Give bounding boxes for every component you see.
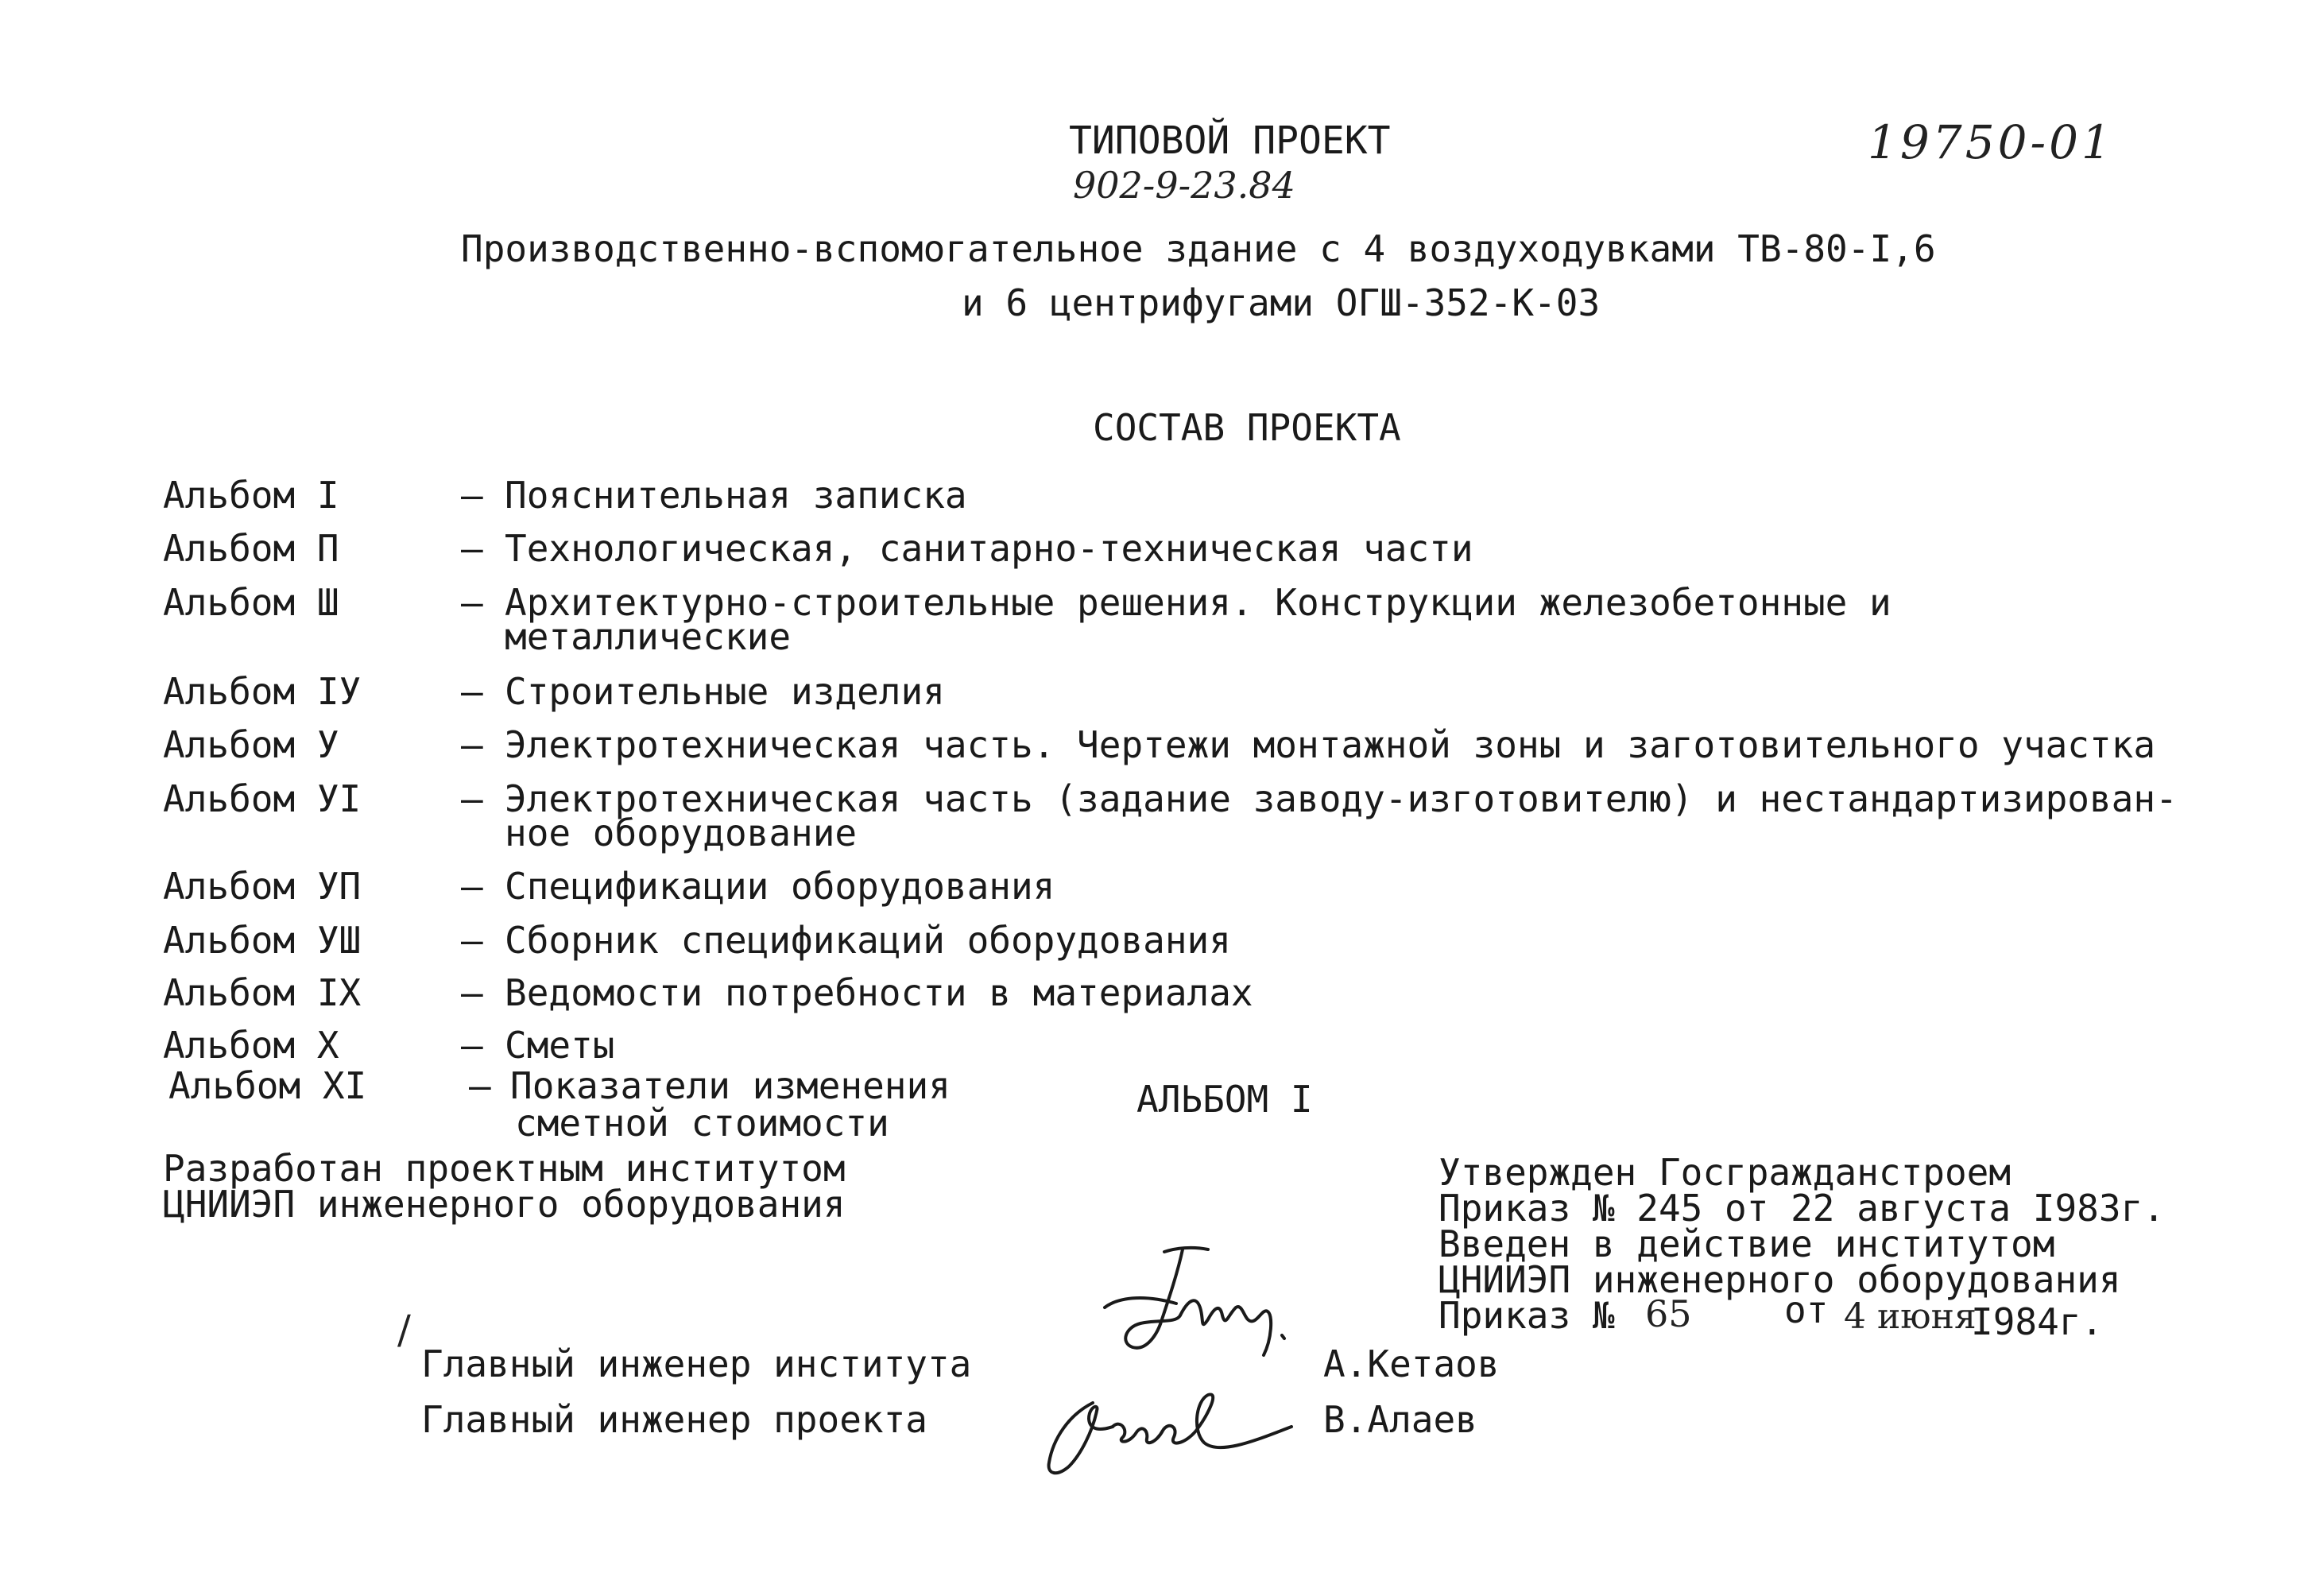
album-label: Альбом IX	[163, 971, 362, 1014]
album-dash: –	[461, 474, 483, 517]
album-label: Альбом УП	[163, 865, 362, 908]
approval-order-date: 4 июня	[1844, 1296, 1977, 1337]
album-description: Строительные изделия	[505, 670, 945, 713]
album-description: Показатели изменения	[510, 1064, 951, 1107]
album-description: Технологическая, санитарно-техническая части	[505, 527, 1473, 570]
developer-line-1: Разработан проектным институтом	[163, 1147, 846, 1190]
album-label: Альбом УI	[163, 777, 362, 820]
album-description: Сметы	[505, 1024, 615, 1067]
chief-project-name: В.Алаев	[1323, 1398, 1477, 1441]
approval-order-number: 65	[1645, 1292, 1692, 1335]
album-description: Архитектурно-строительные решения. Конструкции железобетонные и	[505, 581, 1891, 624]
album-label: Альбом IУ	[163, 670, 362, 713]
album-description: Электротехническая часть. Чертежи монтажной зоны и заготовительного участка	[505, 723, 2156, 766]
chief-project-role: Главный инженер проекта	[421, 1398, 927, 1441]
album-dash: –	[461, 777, 483, 820]
album-label: Альбом Ш	[163, 581, 339, 624]
album-dash: –	[469, 1064, 491, 1107]
signature-ketaov	[1089, 1240, 1303, 1375]
album-dash: –	[461, 919, 483, 962]
album-label: Альбом XI	[168, 1064, 367, 1107]
album-dash: –	[461, 670, 483, 713]
album-description: Ведомости потребности в материалах	[505, 971, 1253, 1014]
album-label: Альбом У	[163, 723, 339, 766]
album-label: Альбом I	[163, 474, 339, 517]
approval-order-year: I984г.	[1971, 1300, 2104, 1343]
signature-alaev	[1037, 1383, 1299, 1486]
album-dash: –	[461, 723, 483, 766]
current-album: АЛЬБОМ I	[1136, 1078, 1313, 1121]
album-description: Сборник спецификаций оборудования	[505, 919, 1231, 962]
tick-mark: /	[397, 1307, 411, 1353]
album-description-continued: ное оборудование	[505, 812, 858, 854]
title-line-1: Производственно-вспомогательное здание с 4 воздуходувками ТВ-80-I,6	[461, 227, 1936, 270]
album-dash: –	[461, 971, 483, 1014]
album-dash: –	[461, 1024, 483, 1067]
chief-institute-name: А.Кетаов	[1323, 1342, 1500, 1385]
project-type: ТИПОВОЙ ПРОЕКТ	[1069, 118, 1391, 163]
inventory-number: 19750-01	[1868, 115, 2114, 169]
approval-order-prefix: Приказ №	[1438, 1294, 1615, 1337]
chief-institute-role: Главный инженер института	[421, 1342, 972, 1385]
album-description-continued: сметной стоимости	[515, 1102, 889, 1145]
album-label: Альбом П	[163, 527, 339, 570]
composition-heading: СОСТАВ ПРОЕКТА	[1093, 406, 1401, 449]
album-description: Электротехническая часть (задание заводу-изготовителю) и нестандартизирован-	[505, 777, 2178, 820]
album-description: Спецификации оборудования	[505, 865, 1055, 908]
album-dash: –	[461, 581, 483, 624]
title-line-2: и 6 центрифугами ОГШ-352-К-03	[962, 281, 1601, 324]
approval-line-3: Введен в действие институтом	[1438, 1222, 2055, 1265]
album-label: Альбом УШ	[163, 919, 362, 962]
project-number: 902-9-23.84	[1073, 164, 1295, 207]
approval-order-from: от	[1784, 1288, 1829, 1331]
approval-line-2: Приказ № 245 от 22 августа I983г.	[1438, 1187, 2165, 1230]
album-dash: –	[461, 865, 483, 908]
album-label: Альбом X	[163, 1024, 339, 1067]
album-dash: –	[461, 527, 483, 570]
approval-line-1: Утвержден Госгражданстроем	[1438, 1151, 2012, 1194]
album-description: Пояснительная записка	[505, 474, 967, 517]
approval-line-4: ЦНИИЭП инженерного оборудования	[1438, 1258, 2121, 1301]
album-description-continued: металлические	[505, 615, 792, 658]
developer-line-2: ЦНИИЭП инженерного оборудования	[163, 1183, 846, 1226]
